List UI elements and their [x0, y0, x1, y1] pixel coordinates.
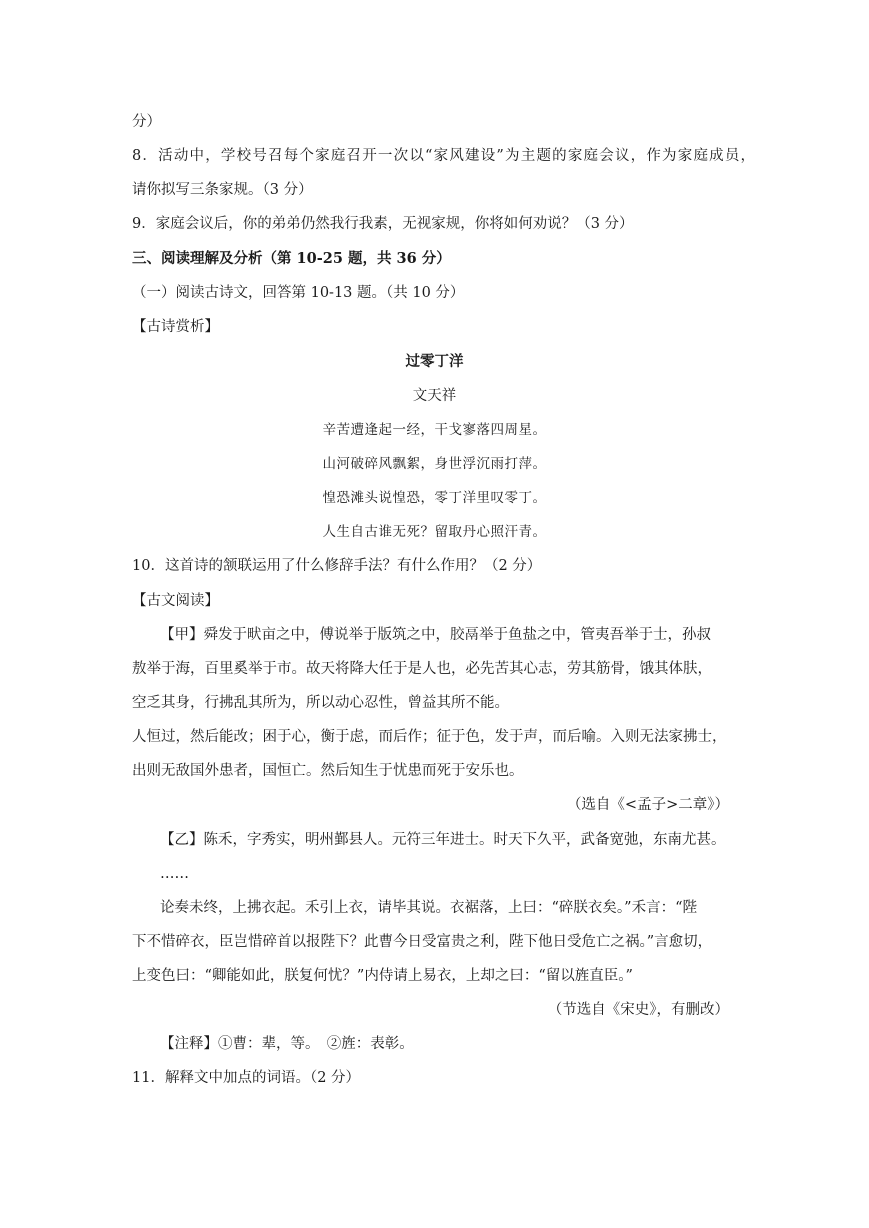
passage-a-line-2: 敖举于海，百里奚举于市。故天将降大任于是人也，必先苦其心志，劳其筋骨，饿其体肤，: [132, 661, 712, 677]
passage-a-line-4: 人恒过，然后能改；困于心，衡于虑，而后作；征于色，发于声，而后喻。入则无法家拂士，: [132, 729, 727, 745]
poem-appreciation-label: 【古诗赏析】: [132, 319, 219, 335]
passage-b-line-2: 论奏未终，上拂衣起。禾引上衣，请毕其说。衣裾落，上曰：“碎朕衣矣。”禾言：“陛: [160, 900, 697, 916]
poem-line-3: 惶恐滩头说惶恐，零丁洋里叹零丁。: [322, 490, 547, 506]
poem-author: 文天祥: [412, 388, 457, 404]
poem-line-2: 山河破碎风飘絮，身世浮沉雨打萍。: [322, 456, 547, 472]
question-11: 11．解释文中加点的词语。（2 分）: [132, 1070, 361, 1086]
passage-a-line-1: 【甲】舜发于畎亩之中，傅说举于版筑之中，胶鬲举于鱼盐之中，管夷吾举于士，孙叔: [160, 627, 711, 643]
continuation-text: 分）: [132, 114, 161, 130]
passage-b-line-3: 下不惜碎衣，臣岂惜碎首以报陛下？此曹今日受富贵之利，陛下他日受危亡之祸。”言愈切，: [132, 934, 713, 950]
question-9: 9．家庭会议后，你的弟弟仍然我行我素，无视家规，你将如何劝说？（3 分）: [132, 216, 634, 232]
annotation-notes: 【注释】①曹：辈，等。 ②旌：表彰。: [160, 1036, 414, 1052]
question-10: 10．这首诗的颔联运用了什么修辞手法？有什么作用？（2 分）: [132, 558, 542, 574]
passage-b-line-4: 上变色曰：“卿能如此，朕复何忧？”内侍请上易衣，上却之曰：“留以旌直臣。”: [132, 968, 633, 984]
section-3-heading: 三、阅读理解及分析（第 10-25 题，共 36 分）: [132, 250, 451, 267]
passage-a-source: （选自《<孟子>二章》）: [566, 797, 729, 813]
question-8-line-2: 请你拟写三条家规。（3 分）: [132, 182, 313, 198]
subsection-1-heading: （一）阅读古诗文，回答第 10-13 题。（共 10 分）: [132, 285, 465, 301]
passage-a-line-5: 出则无敌国外患者，国恒亡。然后知生于忧患而死于安乐也。: [132, 763, 524, 779]
question-8-line-1: 8．活动中，学校号召每个家庭召开一次以“家风建设”为主题的家庭会议，作为家庭成员，: [132, 148, 757, 164]
passage-a-line-3: 空乏其身，行拂乱其所为，所以动心忍性，曾益其所不能。: [132, 695, 509, 711]
passage-b-ellipsis: ……: [160, 866, 189, 882]
poem-title: 过零丁洋: [405, 353, 464, 370]
passage-b-source: （节选自《宋史》，有删改）: [547, 1002, 729, 1018]
poem-line-4: 人生自古谁无死？留取丹心照汗青。: [322, 524, 547, 540]
poem-line-1: 辛苦遭逢起一经，干戈寥落四周星。: [322, 422, 547, 438]
classical-reading-label: 【古文阅读】: [132, 593, 219, 609]
passage-b-line-1: 【乙】陈禾，字秀实，明州鄞县人。元符三年进士。时天下久平，武备宽弛，东南尤甚。: [160, 832, 726, 848]
